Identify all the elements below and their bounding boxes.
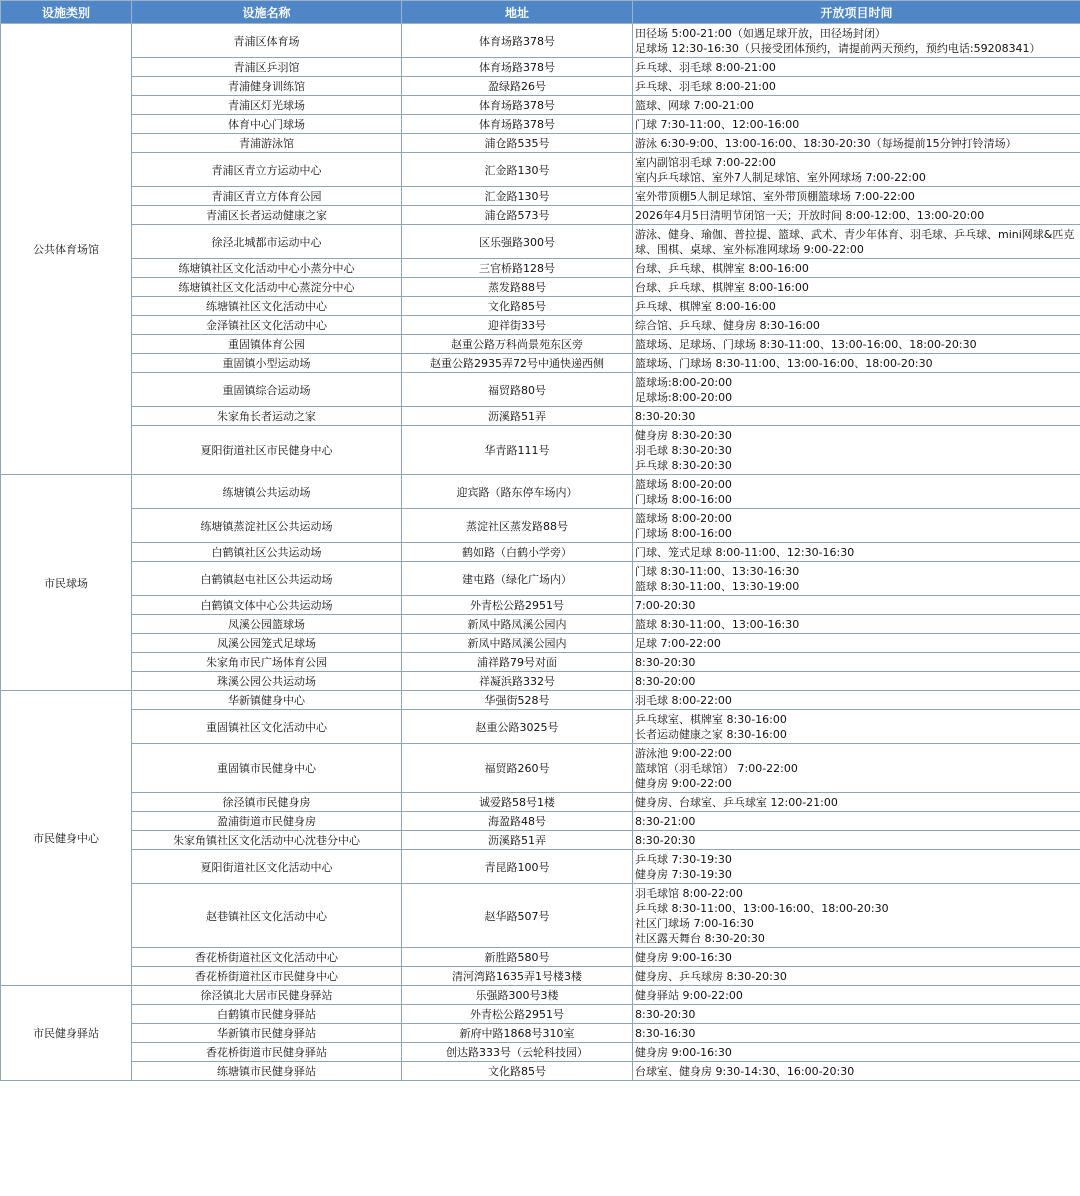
- hours-cell: [633, 596, 1080, 615]
- hours-cell: [633, 153, 1080, 187]
- address-cell: 浦仓路573号: [402, 206, 633, 225]
- address-cell: 浦仓路535号: [402, 134, 633, 153]
- hours-line: 室内副馆羽毛球 7:00-22:00: [635, 156, 776, 169]
- facility-name-cell: 凤溪公园篮球场: [132, 615, 402, 634]
- facility-name-cell: 青浦区青立方体育公园: [132, 187, 402, 206]
- header-address: 地址: [402, 1, 633, 24]
- hours-line: 7:00-20:30: [635, 599, 696, 612]
- facility-name-cell: 重固镇综合运动场: [132, 373, 402, 407]
- facility-name-cell: 青浦区灯光球场: [132, 96, 402, 115]
- facility-name-cell: 白鹤镇文体中心公共运动场: [132, 596, 402, 615]
- header-row: [1, 1, 1080, 24]
- address-cell: 蒸淀社区蒸发路88号: [402, 509, 633, 543]
- table-row: [1, 634, 1080, 653]
- header-name: 设施名称: [132, 1, 402, 24]
- hours-cell: [633, 134, 1080, 153]
- hours-line: 游泳池 9:00-22:00: [635, 747, 732, 760]
- hours-line: 足球 7:00-22:00: [635, 637, 721, 650]
- hours-line: 门球场 8:00-16:00: [635, 493, 732, 506]
- hours-cell: [633, 543, 1080, 562]
- hours-cell: [633, 297, 1080, 316]
- facility-name-cell: 夏阳街道社区文化活动中心: [132, 850, 402, 884]
- hours-cell: [633, 1062, 1080, 1081]
- hours-line: 乒乓球 7:30-19:30: [635, 853, 732, 866]
- facility-name-cell: 青浦游泳馆: [132, 134, 402, 153]
- address-cell: 区乐强路300号: [402, 225, 633, 259]
- table-row: [1, 812, 1080, 831]
- facility-name-cell: 凤溪公园笼式足球场: [132, 634, 402, 653]
- table-row: [1, 24, 1080, 58]
- address-cell: 新府中路1868号310室: [402, 1024, 633, 1043]
- hours-line: 乒乓球、羽毛球 8:00-21:00: [635, 80, 776, 93]
- hours-line: 篮球 8:30-11:00、13:30-19:00: [635, 580, 800, 593]
- hours-line: 羽毛球馆 8:00-22:00: [635, 887, 743, 900]
- address-cell: 沥溪路51弄: [402, 831, 633, 850]
- hours-line: 足球场:8:00-20:00: [635, 391, 733, 404]
- hours-line: 台球、乒乓球、棋牌室 8:00-16:00: [635, 262, 809, 275]
- table-row: [1, 1024, 1080, 1043]
- hours-cell: [633, 812, 1080, 831]
- table-row: [1, 278, 1080, 297]
- facility-name-cell: 金泽镇社区文化活动中心: [132, 316, 402, 335]
- hours-line: 8:30-20:30: [635, 834, 696, 847]
- table-row: [1, 884, 1080, 948]
- hours-cell: [633, 710, 1080, 744]
- hours-line: 乒乓球 8:30-11:00、13:00-16:00、18:00-20:30: [635, 902, 889, 915]
- hours-cell: [633, 967, 1080, 986]
- facility-name-cell: 练塘镇市民健身驿站: [132, 1062, 402, 1081]
- table-row: [1, 407, 1080, 426]
- hours-cell: [633, 475, 1080, 509]
- hours-line: 8:30-20:30: [635, 656, 696, 669]
- facility-name-cell: 练塘镇蒸淀社区公共运动场: [132, 509, 402, 543]
- hours-cell: [633, 831, 1080, 850]
- facility-name-cell: 徐泾镇市民健身房: [132, 793, 402, 812]
- address-cell: 外青松公路2951号: [402, 596, 633, 615]
- table-body: [1, 24, 1080, 1081]
- table-row: [1, 562, 1080, 596]
- hours-line: 门球、笼式足球 8:00-11:00、12:30-16:30: [635, 546, 855, 559]
- address-cell: 福贸路80号: [402, 373, 633, 407]
- category-cell: 公共体育场馆: [1, 24, 132, 475]
- hours-line: 篮球馆（羽毛球馆） 7:00-22:00: [635, 762, 798, 775]
- facility-name-cell: 青浦健身训练馆: [132, 77, 402, 96]
- facility-name-cell: 重固镇社区文化活动中心: [132, 710, 402, 744]
- table-row: [1, 509, 1080, 543]
- hours-line: 游泳、健身、瑜伽、普拉提、篮球、武术、青少年体育、羽毛球、乒乓球、mini网球&匹克球、围棋、桌球、室外标准网球场 9:00-22:00: [635, 228, 1075, 256]
- hours-cell: [633, 653, 1080, 672]
- hours-line: 乒乓球、羽毛球 8:00-21:00: [635, 61, 776, 74]
- address-cell: 体育场路378号: [402, 115, 633, 134]
- hours-cell: [633, 1005, 1080, 1024]
- table-row: [1, 206, 1080, 225]
- address-cell: 文化路85号: [402, 1062, 633, 1081]
- facility-name-cell: 白鹤镇社区公共运动场: [132, 543, 402, 562]
- hours-cell: [633, 986, 1080, 1005]
- hours-line: 健身房 7:30-19:30: [635, 868, 732, 881]
- hours-line: 8:30-21:00: [635, 815, 696, 828]
- address-cell: 清河湾路1635弄1号楼3楼: [402, 967, 633, 986]
- table-row: [1, 475, 1080, 509]
- table-row: [1, 77, 1080, 96]
- hours-cell: [633, 672, 1080, 691]
- table-row: [1, 1043, 1080, 1062]
- hours-line: 门球 8:30-11:00、13:30-16:30: [635, 565, 800, 578]
- hours-cell: [633, 1043, 1080, 1062]
- facility-name-cell: 徐泾北城都市运动中心: [132, 225, 402, 259]
- facility-name-cell: 华新镇市民健身驿站: [132, 1024, 402, 1043]
- table-row: [1, 596, 1080, 615]
- table-row: [1, 225, 1080, 259]
- hours-line: 健身房 9:00-16:30: [635, 951, 732, 964]
- table-row: [1, 354, 1080, 373]
- hours-line: 健身驿站 9:00-22:00: [635, 989, 743, 1002]
- hours-line: 健身房 9:00-22:00: [635, 777, 732, 790]
- hours-cell: [633, 509, 1080, 543]
- address-cell: 创达路333号（云轮科技园）: [402, 1043, 633, 1062]
- table-row: [1, 710, 1080, 744]
- hours-line: 游泳 6:30-9:00、13:00-16:00、18:30-20:30（每场提前15分钟打铃清场）: [635, 137, 1017, 150]
- table-row: [1, 297, 1080, 316]
- facility-name-cell: 青浦区长者运动健康之家: [132, 206, 402, 225]
- facility-name-cell: 夏阳街道社区市民健身中心: [132, 426, 402, 475]
- hours-cell: [633, 691, 1080, 710]
- table-row: [1, 153, 1080, 187]
- facility-name-cell: 白鹤镇市民健身驿站: [132, 1005, 402, 1024]
- hours-cell: [633, 115, 1080, 134]
- facility-name-cell: 徐泾镇北大居市民健身驿站: [132, 986, 402, 1005]
- address-cell: 华强街528号: [402, 691, 633, 710]
- address-cell: 诚爱路58号1楼: [402, 793, 633, 812]
- hours-cell: [633, 373, 1080, 407]
- hours-line: 篮球场 8:00-20:00: [635, 512, 732, 525]
- hours-cell: [633, 316, 1080, 335]
- facility-name-cell: 朱家角镇社区文化活动中心沈巷分中心: [132, 831, 402, 850]
- hours-cell: [633, 259, 1080, 278]
- facility-name-cell: 体育中心门球场: [132, 115, 402, 134]
- table-row: [1, 316, 1080, 335]
- table-row: [1, 259, 1080, 278]
- hours-line: 长者运动健康之家 8:30-16:00: [635, 728, 787, 741]
- table-row: [1, 115, 1080, 134]
- address-cell: 赵重公路2935弄72号中通快递西侧: [402, 354, 633, 373]
- hours-line: 羽毛球 8:00-22:00: [635, 694, 732, 707]
- hours-cell: [633, 562, 1080, 596]
- address-cell: 外青松公路2951号: [402, 1005, 633, 1024]
- facility-name-cell: 朱家角长者运动之家: [132, 407, 402, 426]
- hours-line: 综合馆、乒乓球、健身房 8:30-16:00: [635, 319, 820, 332]
- hours-line: 门球 7:30-11:00、12:00-16:00: [635, 118, 800, 131]
- address-cell: 赵重公路3025号: [402, 710, 633, 744]
- address-cell: 盈绿路26号: [402, 77, 633, 96]
- address-cell: 海盈路48号: [402, 812, 633, 831]
- table-row: [1, 653, 1080, 672]
- table-row: [1, 793, 1080, 812]
- address-cell: 迎宾路（路东停车场内）: [402, 475, 633, 509]
- facility-name-cell: 重固镇市民健身中心: [132, 744, 402, 793]
- hours-line: 8:30-16:30: [635, 1027, 696, 1040]
- hours-line: 乒乓球室、棋牌室 8:30-16:00: [635, 713, 787, 726]
- address-cell: 祥凝浜路332号: [402, 672, 633, 691]
- facility-name-cell: 练塘镇社区文化活动中心小蒸分中心: [132, 259, 402, 278]
- table-row: [1, 672, 1080, 691]
- address-cell: 新凤中路凤溪公园内: [402, 634, 633, 653]
- hours-line: 2026年4月5日清明节闭馆一天；开放时间 8:00-12:00、13:00-20:00: [635, 209, 985, 222]
- hours-cell: [633, 1024, 1080, 1043]
- hours-cell: [633, 278, 1080, 297]
- hours-cell: [633, 407, 1080, 426]
- address-cell: 乐强路300号3楼: [402, 986, 633, 1005]
- hours-line: 篮球场 8:00-20:00: [635, 478, 732, 491]
- facility-name-cell: 青浦区体育场: [132, 24, 402, 58]
- hours-cell: [633, 615, 1080, 634]
- table-row: [1, 691, 1080, 710]
- hours-line: 社区露天舞台 8:30-20:30: [635, 932, 765, 945]
- address-cell: 迎祥街33号: [402, 316, 633, 335]
- address-cell: 沥溪路51弄: [402, 407, 633, 426]
- table-row: [1, 96, 1080, 115]
- table-row: [1, 543, 1080, 562]
- hours-line: 8:30-20:00: [635, 675, 696, 688]
- table-row: [1, 615, 1080, 634]
- facility-name-cell: 香花桥街道社区市民健身中心: [132, 967, 402, 986]
- table-row: [1, 744, 1080, 793]
- table-row: [1, 948, 1080, 967]
- hours-cell: [633, 24, 1080, 58]
- hours-line: 台球室、健身房 9:30-14:30、16:00-20:30: [635, 1065, 855, 1078]
- hours-line: 室内乒乓球馆、室外7人制足球馆、室外网球场 7:00-22:00: [635, 171, 926, 184]
- header-hours: 开放项目时间: [633, 1, 1080, 24]
- address-cell: 赵重公路万科尚景苑东区旁: [402, 335, 633, 354]
- facility-name-cell: 青浦区青立方运动中心: [132, 153, 402, 187]
- address-cell: 体育场路378号: [402, 24, 633, 58]
- table-row: [1, 335, 1080, 354]
- facility-name-cell: 练塘镇社区文化活动中心蒸淀分中心: [132, 278, 402, 297]
- table-row: [1, 58, 1080, 77]
- hours-cell: [633, 96, 1080, 115]
- hours-line: 篮球场、门球场 8:30-11:00、13:00-16:00、18:00-20:30: [635, 357, 933, 370]
- hours-line: 8:30-20:30: [635, 1008, 696, 1021]
- facility-name-cell: 青浦区乒羽馆: [132, 58, 402, 77]
- hours-cell: [633, 335, 1080, 354]
- hours-line: 乒乓球、棋牌室 8:00-16:00: [635, 300, 776, 313]
- table-row: [1, 967, 1080, 986]
- table-row: [1, 134, 1080, 153]
- table-row: [1, 373, 1080, 407]
- category-cell: 市民健身中心: [1, 691, 132, 986]
- facility-name-cell: 华新镇健身中心: [132, 691, 402, 710]
- address-cell: 华青路111号: [402, 426, 633, 475]
- hours-line: 健身房、台球室、乒乓球室 12:00-21:00: [635, 796, 838, 809]
- hours-line: 篮球 8:30-11:00、13:00-16:30: [635, 618, 800, 631]
- hours-cell: [633, 426, 1080, 475]
- hours-line: 8:30-20:30: [635, 410, 696, 423]
- hours-line: 健身房 9:00-16:30: [635, 1046, 732, 1059]
- hours-cell: [633, 634, 1080, 653]
- hours-line: 田径场 5:00-21:00（如遇足球开放，田径场封闭）: [635, 27, 886, 40]
- address-cell: 汇金路130号: [402, 187, 633, 206]
- table-row: [1, 187, 1080, 206]
- address-cell: 青昆路100号: [402, 850, 633, 884]
- hours-cell: [633, 744, 1080, 793]
- hours-cell: [633, 206, 1080, 225]
- hours-cell: [633, 793, 1080, 812]
- facility-name-cell: 珠溪公园公共运动场: [132, 672, 402, 691]
- hours-line: 羽毛球 8:30-20:30: [635, 444, 732, 457]
- hours-cell: [633, 58, 1080, 77]
- hours-line: 篮球、网球 7:00-21:00: [635, 99, 754, 112]
- table-row: [1, 1062, 1080, 1081]
- facility-name-cell: 练塘镇社区文化活动中心: [132, 297, 402, 316]
- hours-line: 门球场 8:00-16:00: [635, 527, 732, 540]
- address-cell: 建屯路（绿化广场内）: [402, 562, 633, 596]
- header-category: 设施类别: [1, 1, 132, 24]
- hours-cell: [633, 354, 1080, 373]
- facility-name-cell: 重固镇体育公园: [132, 335, 402, 354]
- hours-line: 健身房 8:30-20:30: [635, 429, 732, 442]
- hours-line: 室外带顶棚5人制足球馆、室外带顶棚篮球场 7:00-22:00: [635, 190, 915, 203]
- address-cell: 体育场路378号: [402, 58, 633, 77]
- hours-cell: [633, 187, 1080, 206]
- address-cell: 新凤中路凤溪公园内: [402, 615, 633, 634]
- facility-name-cell: 香花桥街道社区文化活动中心: [132, 948, 402, 967]
- hours-cell: [633, 77, 1080, 96]
- facility-name-cell: 香花桥街道市民健身驿站: [132, 1043, 402, 1062]
- address-cell: 蒸发路88号: [402, 278, 633, 297]
- hours-cell: [633, 850, 1080, 884]
- hours-cell: [633, 884, 1080, 948]
- facility-name-cell: 盈浦街道市民健身房: [132, 812, 402, 831]
- hours-cell: [633, 948, 1080, 967]
- address-cell: 鹤如路（白鹤小学旁）: [402, 543, 633, 562]
- facility-name-cell: 重固镇小型运动场: [132, 354, 402, 373]
- category-cell: 市民球场: [1, 475, 132, 691]
- address-cell: 体育场路378号: [402, 96, 633, 115]
- table-row: [1, 986, 1080, 1005]
- facility-name-cell: 朱家角市民广场体育公园: [132, 653, 402, 672]
- facility-name-cell: 白鹤镇赵屯社区公共运动场: [132, 562, 402, 596]
- hours-line: 乒乓球 8:30-20:30: [635, 459, 732, 472]
- address-cell: 赵华路507号: [402, 884, 633, 948]
- table-row: [1, 1005, 1080, 1024]
- address-cell: 汇金路130号: [402, 153, 633, 187]
- address-cell: 三官桥路128号: [402, 259, 633, 278]
- address-cell: 浦祥路79号对面: [402, 653, 633, 672]
- facility-name-cell: 赵巷镇社区文化活动中心: [132, 884, 402, 948]
- hours-line: 健身房、乒乓球房 8:30-20:30: [635, 970, 787, 983]
- hours-line: 社区门球场 7:00-16:30: [635, 917, 754, 930]
- hours-line: 台球、乒乓球、棋牌室 8:00-16:00: [635, 281, 809, 294]
- facility-name-cell: 练塘镇公共运动场: [132, 475, 402, 509]
- hours-line: 足球场 12:30-16:30（只接受团体预约，请提前两天预约，预约电话:59208341）: [635, 42, 1041, 55]
- hours-cell: [633, 225, 1080, 259]
- address-cell: 文化路85号: [402, 297, 633, 316]
- hours-line: 篮球场、足球场、门球场 8:30-11:00、13:00-16:00、18:00-20:30: [635, 338, 977, 351]
- address-cell: 新胜路580号: [402, 948, 633, 967]
- hours-line: 篮球场:8:00-20:00: [635, 376, 733, 389]
- table-row: [1, 831, 1080, 850]
- address-cell: 福贸路260号: [402, 744, 633, 793]
- table-row: [1, 850, 1080, 884]
- category-cell: 市民健身驿站: [1, 986, 132, 1081]
- table-row: [1, 426, 1080, 475]
